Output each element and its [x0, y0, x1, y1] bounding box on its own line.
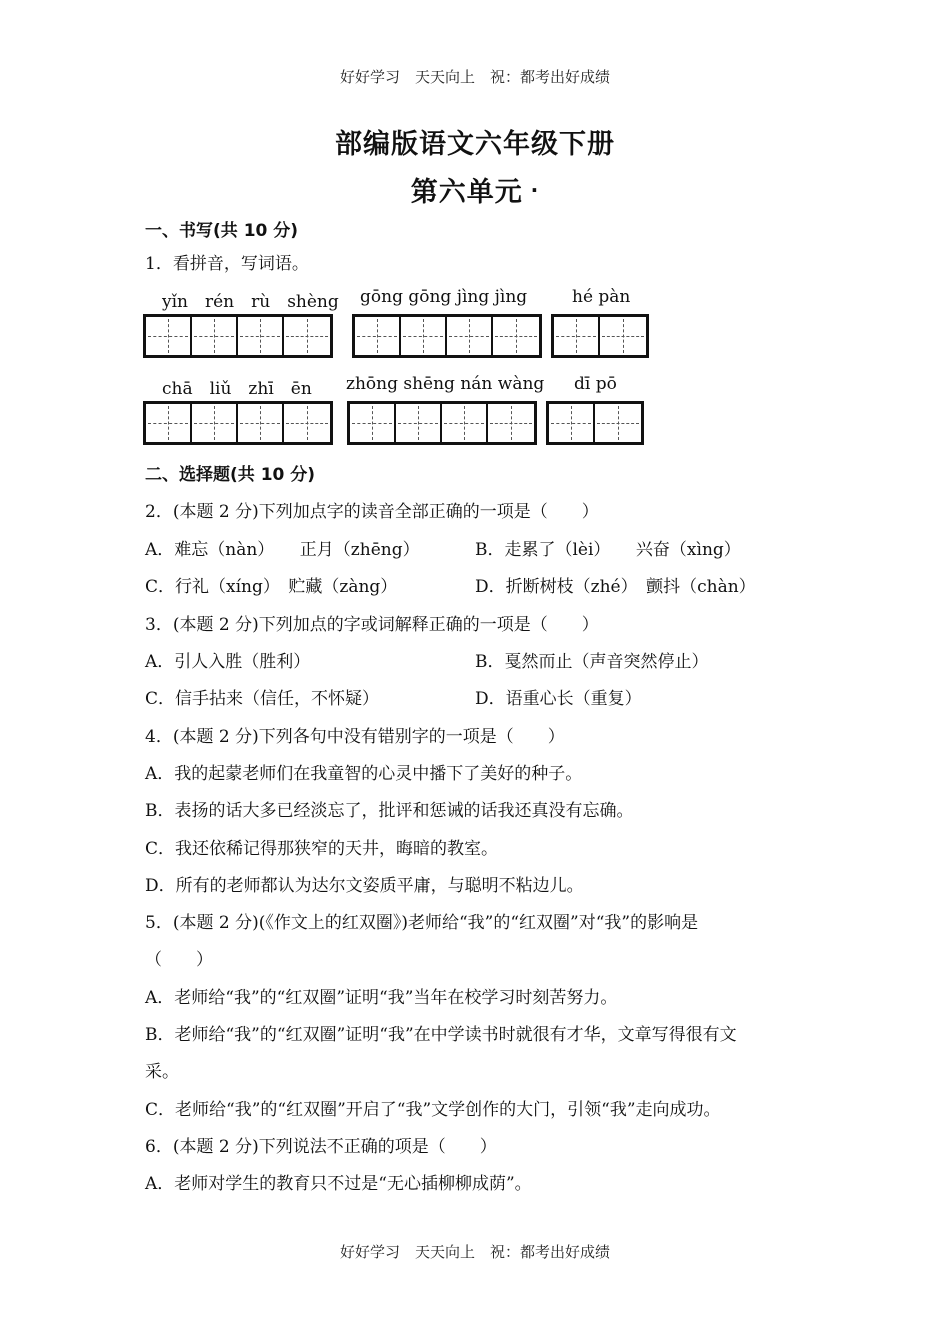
writing-grid[interactable] — [143, 314, 333, 358]
pinyin-label: yǐn rén rù shèng — [162, 292, 339, 312]
question-2: 2．(本题 2 分)下列加点字的读音全部正确的一项是（ ） — [145, 502, 599, 522]
option-b-continued: 采。 — [145, 1062, 179, 1082]
writing-grid[interactable] — [551, 314, 649, 358]
writing-grid[interactable] — [347, 401, 537, 445]
option-b[interactable]: B．走累了（lèi） 兴奋（xìng） — [475, 540, 741, 560]
option-c[interactable]: C．老师给“我”的“红双圈”开启了“我”文学创作的大门，引领“我”走向成功。 — [145, 1100, 721, 1120]
option-d[interactable]: D．折断树枝（zhé） 颤抖（chàn） — [475, 577, 756, 597]
page-title: 部编版语文六年级下册 — [335, 129, 615, 160]
option-a[interactable]: A．老师给“我”的“红双圈”证明“我”当年在校学习时刻苦努力。 — [145, 988, 618, 1008]
option-a[interactable]: A．我的起蒙老师们在我童智的心灵中播下了美好的种子。 — [145, 764, 583, 784]
option-a[interactable]: A．引人入胜（胜利） — [145, 652, 311, 672]
pinyin-label: chā liǔ zhī ēn — [162, 379, 312, 399]
question-3: 3．(本题 2 分)下列加点的字或词解释正确的一项是（ ） — [145, 615, 599, 635]
option-a[interactable]: A．难忘（nàn） 正月（zhēng） — [145, 540, 420, 560]
option-b[interactable]: B．老师给“我”的“红双圈”证明“我”在中学读书时就很有才华，文章写得很有文 — [145, 1025, 737, 1045]
answer-blank: （ ） — [145, 950, 213, 970]
pinyin-label: zhōng shēng nán wàng — [346, 374, 545, 394]
writing-grid[interactable] — [546, 401, 644, 445]
option-c[interactable]: C．我还依稀记得那狭窄的天井，晦暗的教室。 — [145, 839, 499, 859]
option-d[interactable]: D．所有的老师都认为达尔文姿质平庸，与聪明不粘边儿。 — [145, 876, 584, 896]
option-c[interactable]: C．行礼（xíng） 贮藏（zàng） — [145, 577, 398, 597]
section-choice: 二、选择题(共 10 分) — [145, 465, 316, 485]
question-6: 6．(本题 2 分)下列说法不正确的项是（ ） — [145, 1137, 497, 1157]
question-1: 1．看拼音，写词语。 — [145, 254, 309, 274]
question-4: 4．(本题 2 分)下列各句中没有错别字的一项是（ ） — [145, 727, 565, 747]
pinyin-label: dī pō — [574, 374, 617, 394]
section-writing: 一、书写(共 10 分) — [145, 221, 299, 241]
page-subtitle: 第六单元 · — [410, 177, 540, 208]
question-5: 5．(本题 2 分)(《作文上的红双圈》)老师给“我”的“红双圈”对“我”的影响是 — [145, 913, 699, 933]
option-a[interactable]: A．老师对学生的教育只不过是“无心插柳柳成荫”。 — [145, 1174, 532, 1194]
option-d[interactable]: D．语重心长（重复） — [475, 689, 642, 709]
option-c[interactable]: C．信手拈来（信任，不怀疑） — [145, 689, 380, 709]
writing-grid[interactable] — [143, 401, 333, 445]
page-header: 好好学习 天天向上 祝：都考出好成绩 — [339, 68, 610, 86]
option-b[interactable]: B．戛然而止（声音突然停止） — [475, 652, 709, 672]
writing-grid[interactable] — [352, 314, 542, 358]
option-b[interactable]: B．表扬的话大多已经淡忘了，批评和惩诫的话我还真没有忘确。 — [145, 801, 634, 821]
pinyin-label: hé pàn — [572, 287, 631, 307]
pinyin-label: gōng gōng jìng jìng — [360, 287, 528, 307]
page-footer: 好好学习 天天向上 祝：都考出好成绩 — [339, 1243, 610, 1261]
